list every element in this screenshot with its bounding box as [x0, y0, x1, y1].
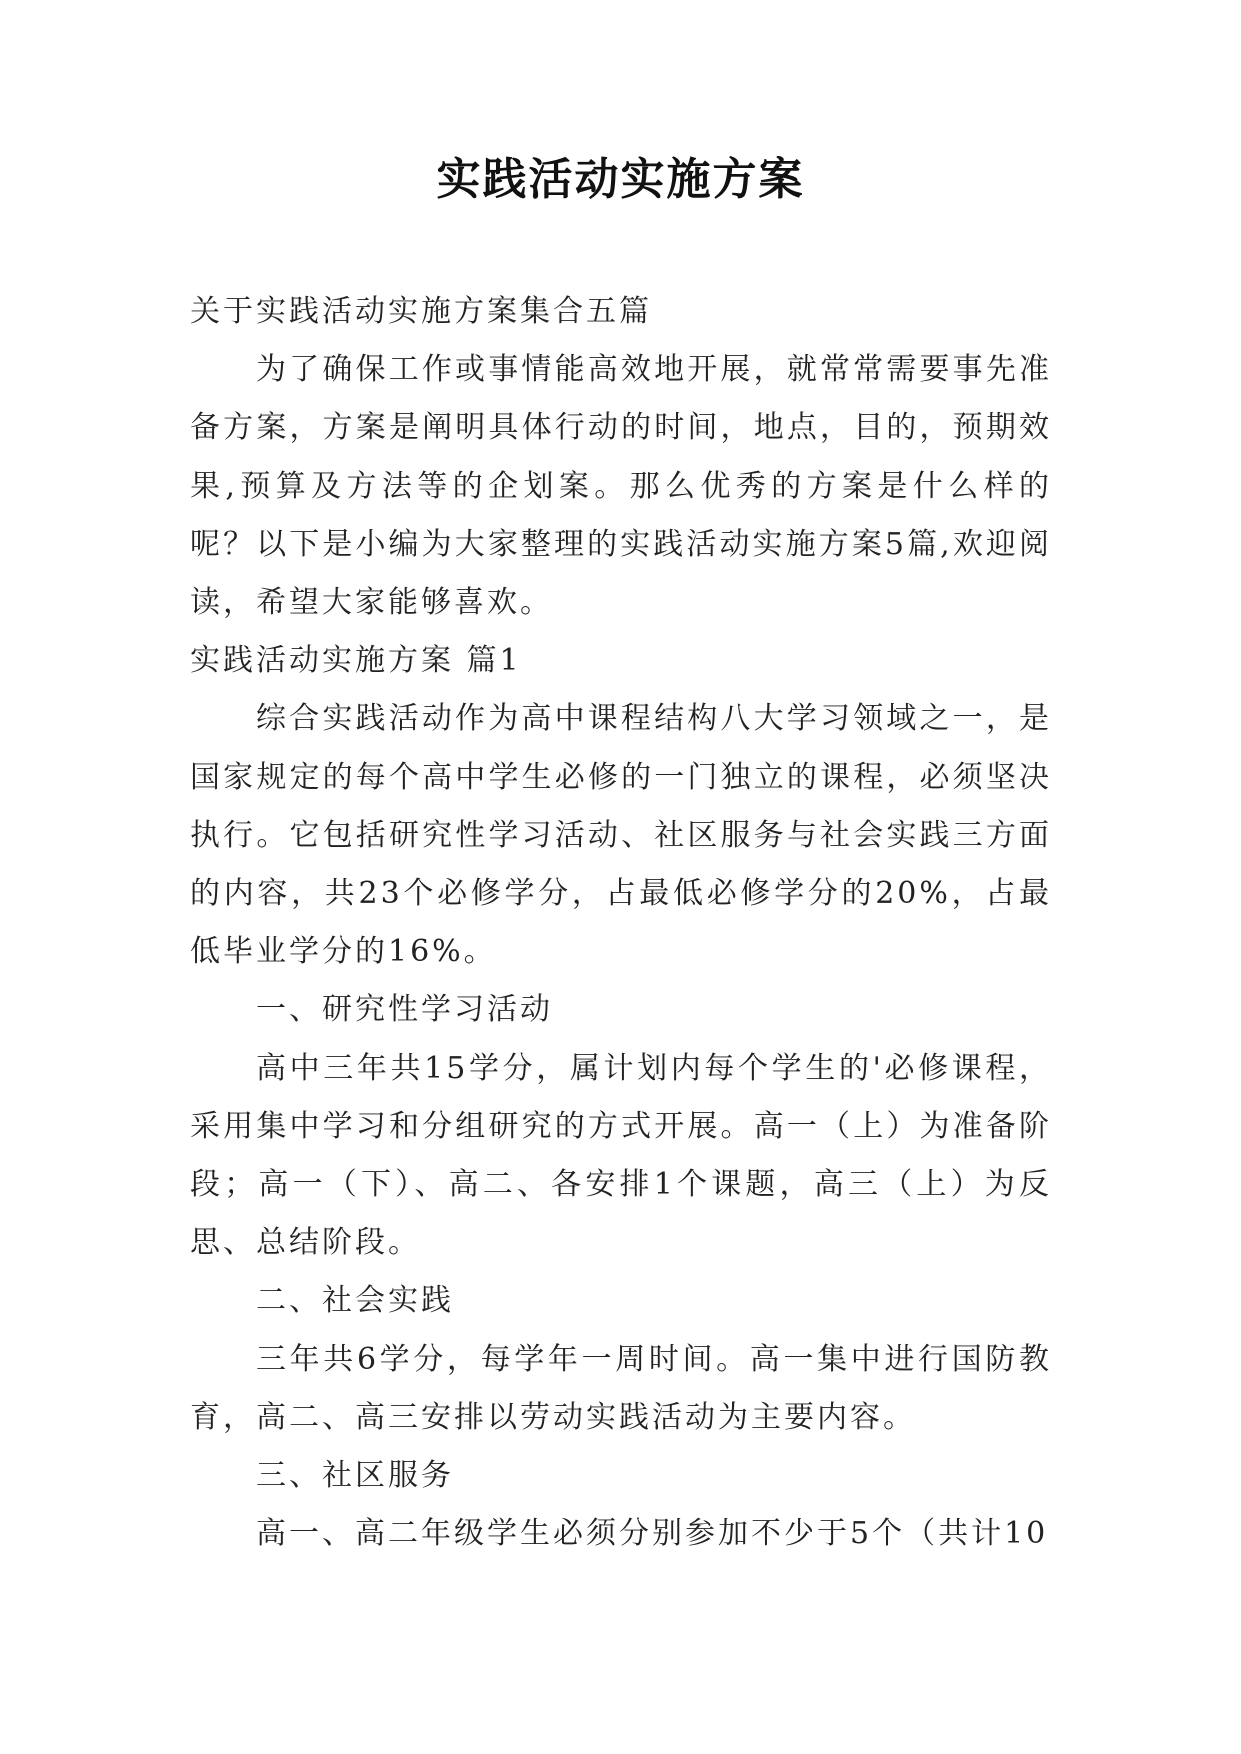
document-subtitle: 关于实践活动实施方案集合五篇 [190, 294, 652, 329]
document-title: 实践活动实施方案 [436, 154, 805, 205]
section-heading-1: 实践活动实施方案 篇1 [190, 643, 522, 679]
intro-paragraph: 为了确保工作或事情能高效地开展，就常常需要事先准备方案，方案是阐明具体行动的时间，地点，目的，预期效果,预算及方法等的企划案。那么优秀的方案是什么样的呢？以下是小编为大家整理的实践活动实施方案5篇,欢迎阅读，希望大家能够喜欢。 [190, 352, 1052, 621]
paragraph-overview: 综合实践活动作为高中课程结构八大学习领域之一，是国家规定的每个高中学生必修的一门独立的课程，必须坚决执行。它包括研究性学习活动、社区服务与社会实践三方面的内容，共23个必修学分，占最低必修学分的20%，占最低毕业学分的16%。 [190, 701, 1052, 970]
subheading-research: 一、研究性学习活动 [256, 992, 553, 1028]
paragraph-community-service: 高一、高二年级学生必须分别参加不少于5个（共计10 [256, 1516, 1049, 1552]
subheading-community-service: 三、社区服务 [256, 1458, 454, 1494]
subheading-social-practice: 二、社会实践 [256, 1283, 454, 1319]
document-body [190, 283, 1052, 1563]
paragraph-social-practice: 三年共6学分，每学年一周时间。高一集中进行国防教育，高二、高三安排以劳动实践活动为主要内容。 [190, 1341, 1052, 1435]
paragraph-research: 高中三年共15学分，属计划内每个学生的'必修课程，采用集中学习和分组研究的方式开展。高一（上）为准备阶段；高一（下）、高二、各安排1个课题，高三（上）为反思、总结阶段。 [190, 1050, 1052, 1261]
